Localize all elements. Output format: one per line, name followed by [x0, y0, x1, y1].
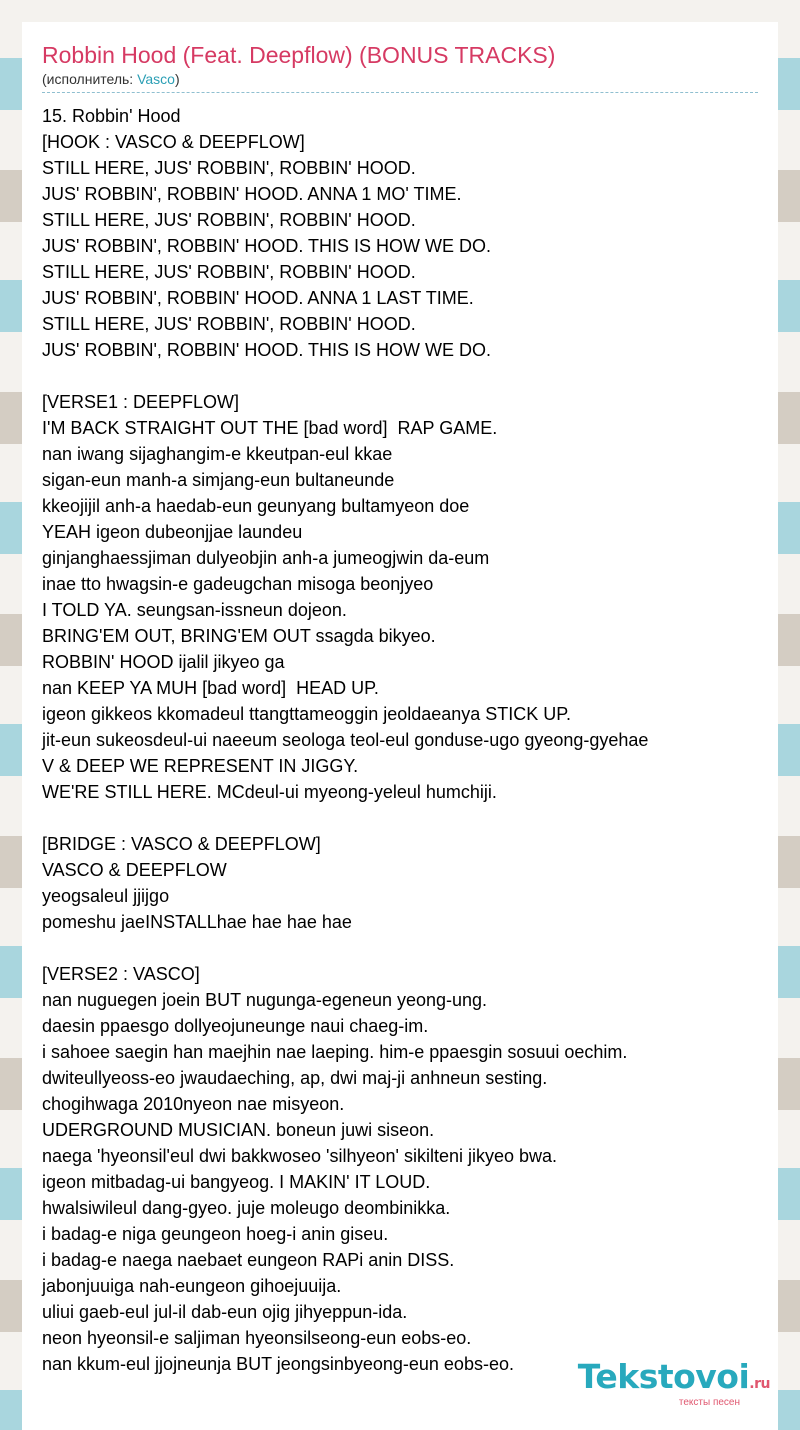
lyric-line: nan nuguegen joein BUT nugunga-egeneun yeong-ung.	[42, 990, 488, 1010]
lyric-line: YEAH igeon dubeonjjae laundeu	[42, 522, 303, 542]
lyric-line: yeogsaleul jjijgo	[42, 886, 170, 906]
content-card	[22, 22, 778, 1430]
lyric-line	[42, 805, 758, 831]
lyric-line: STILL HERE, JUS' ROBBIN', ROBBIN' HOOD.	[42, 314, 416, 334]
lyric-line: inae tto hwagsin-e gadeugchan misoga beonjyeo	[42, 574, 434, 594]
lyric-line: UDERGROUND MUSICIAN. boneun juwi siseon.	[42, 1120, 435, 1140]
lyric-line	[42, 935, 758, 961]
lyric-line: i badag-e niga geungeon hoeg-i anin giseu.	[42, 1224, 389, 1244]
lyric-line: jit-eun sukeosdeul-ui naeeum seologa teol-eul gonduse-ugo gyeong-gyehae	[42, 730, 649, 750]
lyric-line: pomeshu jaeINSTALLhae hae hae hae	[42, 912, 352, 932]
lyric-line: WE'RE STILL HERE. MCdeul-ui myeong-yeleul humchiji.	[42, 782, 497, 802]
site-logo[interactable]	[577, 1357, 770, 1408]
lyric-line: I'M BACK STRAIGHT OUT THE [bad word] RAP GAME.	[42, 418, 498, 438]
lyric-line: jabonjuuiga nah-eungeon gihoejuuija.	[42, 1276, 342, 1296]
artist-link[interactable]: Vasco	[137, 71, 175, 87]
lyric-line: neon hyeonsil-e saljiman hyeonsilseong-eun eobs-eo.	[42, 1328, 472, 1348]
lyric-line: [VERSE1 : DEEPFLOW]	[42, 392, 240, 412]
logo-tld: .ru	[749, 1376, 770, 1392]
lyric-line: [VERSE2 : VASCO]	[42, 964, 200, 984]
lyric-line: STILL HERE, JUS' ROBBIN', ROBBIN' HOOD.	[42, 262, 416, 282]
lyric-line: hwalsiwileul dang-gyeo. juje moleugo deombinikka.	[42, 1198, 451, 1218]
artist-line	[42, 70, 758, 93]
song-title: Robbin Hood (Feat. Deepflow) (BONUS TRACKS)	[42, 42, 556, 68]
lyric-line: sigan-eun manh-a simjang-eun bultaneunde	[42, 470, 395, 490]
lyric-line: JUS' ROBBIN', ROBBIN' HOOD. ANNA 1 LAST TIME.	[42, 288, 474, 308]
lyrics-body	[42, 103, 758, 1377]
lyric-line: JUS' ROBBIN', ROBBIN' HOOD. THIS IS HOW WE DO.	[42, 340, 492, 360]
lyric-line: nan kkum-eul jjojneunja BUT jeongsinbyeong-eun eobs-eo.	[42, 1354, 514, 1374]
lyric-line: igeon mitbadag-ui bangyeog. I MAKIN' IT LOUD.	[42, 1172, 431, 1192]
logo-tagline: тексты песен	[678, 1397, 740, 1408]
artist-prefix: (исполнитель:	[42, 71, 138, 87]
artist-suffix: )	[174, 71, 180, 87]
lyric-line: igeon gikkeos kkomadeul ttangttameoggin jeoldaeanya STICK UP.	[42, 704, 571, 724]
lyric-line: 15. Robbin' Hood	[42, 106, 181, 126]
lyric-line: i badag-e naega naebaet eungeon RAPi anin DISS.	[42, 1250, 455, 1270]
lyric-line: JUS' ROBBIN', ROBBIN' HOOD. ANNA 1 MO' TIME.	[42, 184, 462, 204]
lyric-line: JUS' ROBBIN', ROBBIN' HOOD. THIS IS HOW WE DO.	[42, 236, 492, 256]
lyric-line: kkeojijil anh-a haedab-eun geunyang bultamyeon doe	[42, 496, 470, 516]
lyric-line: ginjanghaessjiman dulyeobjin anh-a jumeogjwin da-eum	[42, 548, 490, 568]
lyric-line: I TOLD YA. seungsan-issneun dojeon.	[42, 600, 347, 620]
lyric-line: V & DEEP WE REPRESENT IN JIGGY.	[42, 756, 359, 776]
lyric-line: STILL HERE, JUS' ROBBIN', ROBBIN' HOOD.	[42, 210, 416, 230]
lyric-line	[42, 363, 758, 389]
logo-wordmark: Tekstovoi	[577, 1357, 750, 1396]
lyric-line: ROBBIN' HOOD ijalil jikyeo ga	[42, 652, 285, 672]
lyric-line: nan iwang sijaghangim-e kkeutpan-eul kkae	[42, 444, 393, 464]
lyric-line: naega 'hyeonsil'eul dwi bakkwoseo 'silhyeon' sikilteni jikyeo bwa.	[42, 1146, 558, 1166]
lyric-line: STILL HERE, JUS' ROBBIN', ROBBIN' HOOD.	[42, 158, 416, 178]
lyric-line: [HOOK : VASCO & DEEPFLOW]	[42, 132, 305, 152]
lyric-line: i sahoee saegin han maejhin nae laeping. him-e ppaesgin sosuui oechim.	[42, 1042, 628, 1062]
lyric-line: nan KEEP YA MUH [bad word] HEAD UP.	[42, 678, 379, 698]
lyric-line: BRING'EM OUT, BRING'EM OUT ssagda bikyeo.	[42, 626, 436, 646]
lyric-line: [BRIDGE : VASCO & DEEPFLOW]	[42, 834, 321, 854]
lyric-line: daesin ppaesgo dollyeojuneunge naui chaeg-im.	[42, 1016, 429, 1036]
lyric-line: uliui gaeb-eul jul-il dab-eun ojig jihyeppun-ida.	[42, 1302, 408, 1322]
lyric-line: chogihwaga 2010nyeon nae misyeon.	[42, 1094, 345, 1114]
lyric-line: dwiteullyeoss-eo jwaudaeching, ap, dwi maj-ji anhneun sesting.	[42, 1068, 548, 1088]
lyric-line: VASCO & DEEPFLOW	[42, 860, 227, 880]
